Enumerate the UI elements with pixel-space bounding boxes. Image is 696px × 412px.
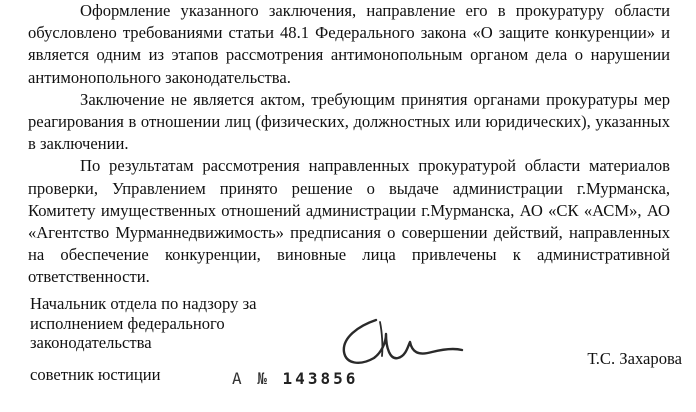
signatory-name: Т.С. Захарова (587, 349, 682, 368)
letter-body (28, 0, 670, 289)
position-line-2: исполнением федерального (30, 313, 225, 333)
serial-prefix: А № (232, 369, 270, 388)
handwritten-signature (336, 312, 466, 372)
serial-number: 143856 (282, 369, 359, 388)
paragraph-conclusion-formation: Оформление указанного заключения, направление его в прокуратуру области обусловлено требованиями статьи 48.1 Федерального закона «О защите конкуренции» и является одним из этапов рассмотрения антимонопольным органом дела о нарушении антимонопольного законодательства. (28, 1, 670, 87)
position-line-3: законодательства (30, 333, 152, 353)
form-serial-number (232, 369, 358, 388)
signatory-rank: советник юстиции (30, 364, 161, 384)
paragraph-review-results: По результатам рассмотрения направленных прокуратурой области материалов проверки, Управлением принято решение о выдаче администрации г.Мурманска, Комитету имущественных отношений администрации г.Мурманска, АО «СК «АСМ», АО «Агентство Мурманнедвижимость» предписания о совершении действий, направленных на обеспечение конкуренции, виновные лица привлечены к административной ответственности. (28, 156, 670, 287)
paragraph-conclusion-not-act: Заключение не является актом, требующим принятия органами прокуратуры мер реагирования в отношении лиц (физических, должностных или юридических), указанных в заключении. (28, 89, 670, 154)
position-line-1: Начальник отдела по надзору за (30, 294, 257, 313)
